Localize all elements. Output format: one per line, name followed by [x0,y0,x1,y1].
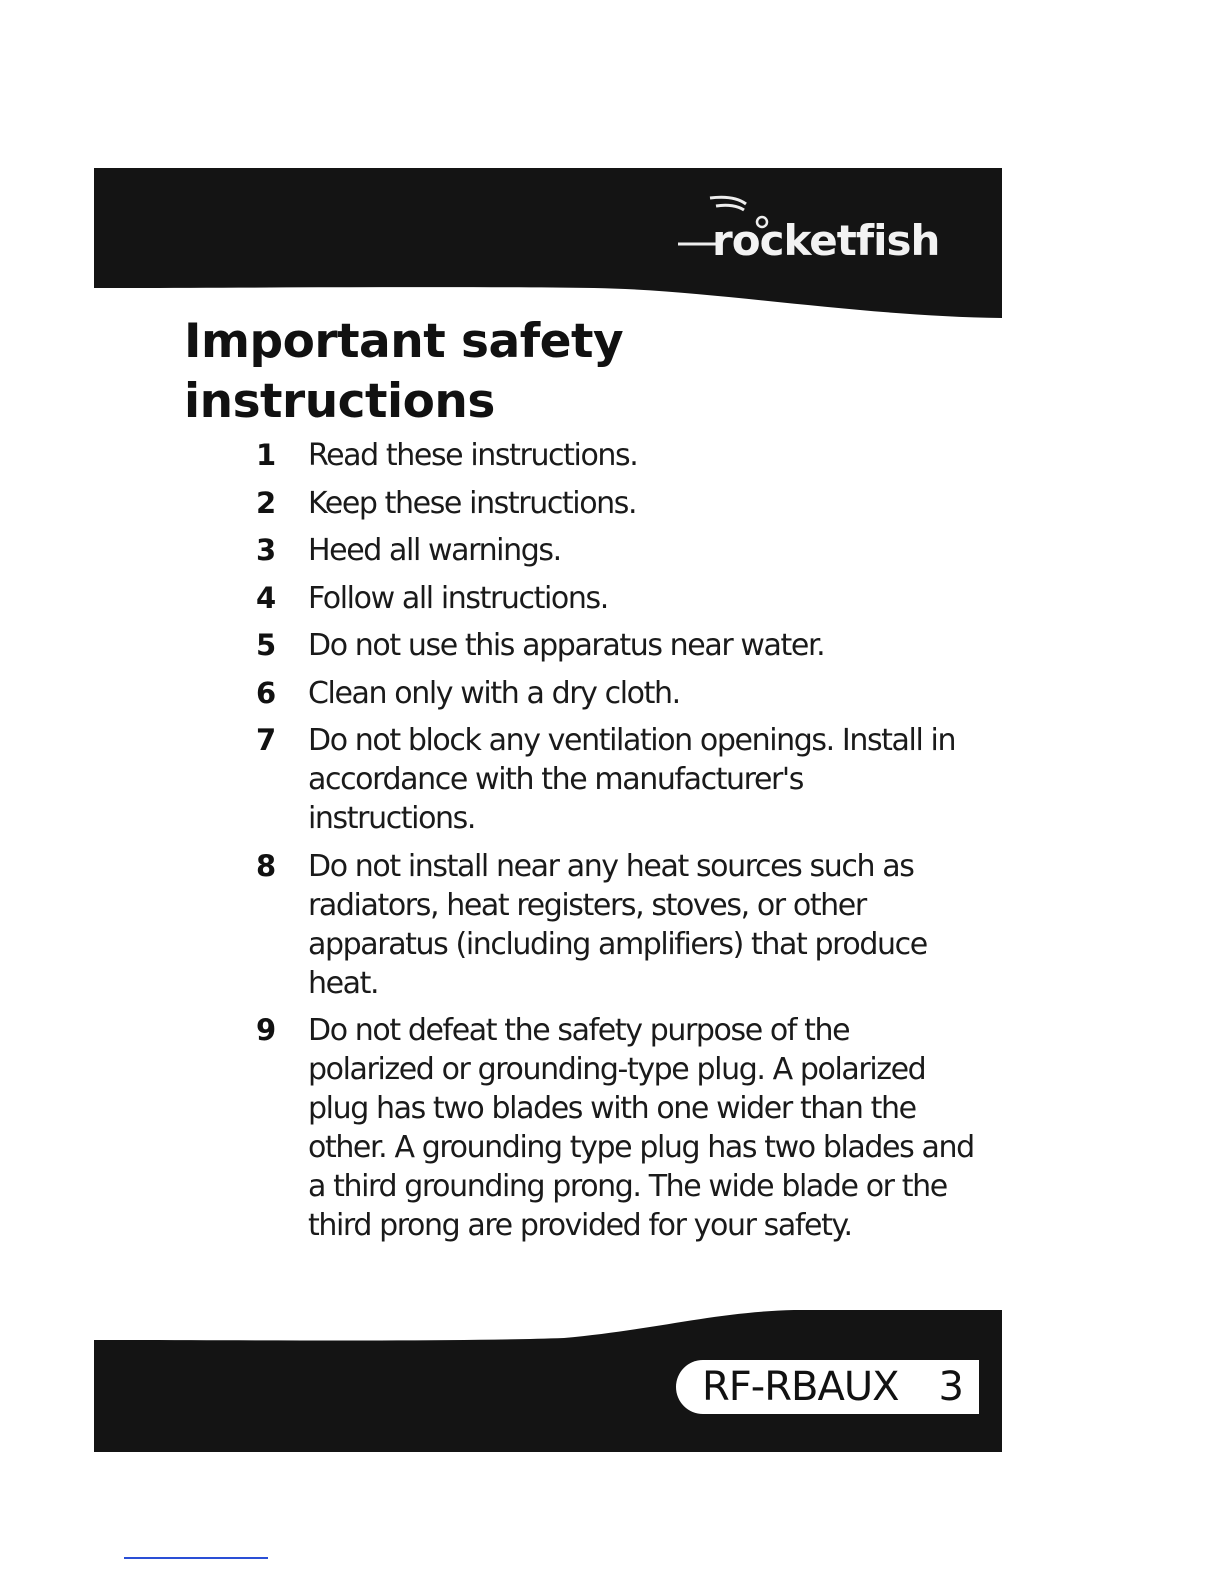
list-item [256,626,976,665]
list-item [256,531,976,570]
brand-wordmark: rocketfish [712,216,940,265]
item-number: 4 [256,580,277,615]
list-item [256,579,976,618]
item-text: Keep these instructions. [308,485,637,521]
item-text: Do not defeat the safety purpose of the polarized or grounding-type plug. A polarized plug has two blades with one wider than the other. A grounding type plug has two blades and a third grounding prong. The wide blade or the third prong are provided for your safety. [308,1013,974,1243]
list-item [256,674,976,713]
item-text: Do not use this apparatus near water. [308,628,825,663]
model-number: RF-RBAUX [702,1364,899,1410]
item-text: Clean only with a dry cloth. [308,675,680,711]
item-number: 9 [256,1013,277,1047]
page-number: 3 [938,1364,963,1410]
list-item [256,436,976,475]
item-number: 7 [256,723,277,757]
item-text: Follow all instructions. [308,580,608,616]
footer-label [676,1360,979,1414]
page-title: Important safety instructions [184,314,624,429]
list-item [256,721,976,838]
item-text: Do not install near any heat sources such as radiators, heat registers, stoves, or other apparatus (including amplifiers) that produce heat. [308,848,927,1001]
list-item [256,484,976,523]
item-number: 2 [256,485,277,520]
item-number: 6 [256,675,277,710]
item-number: 3 [256,533,277,567]
bottom-rule [124,1557,268,1559]
model-page-pill [676,1360,979,1414]
list-item [256,1011,976,1245]
item-text: Heed all warnings. [308,533,561,568]
item-text: Do not block any ventilation openings. Install in accordance with the manufacturer's instructions. [308,723,956,836]
instruction-list [256,436,976,1254]
item-text: Read these instructions. [308,438,638,473]
item-number: 1 [256,438,277,472]
rocketfish-logo [676,192,966,282]
item-number: 8 [256,848,277,883]
list-item [256,847,976,1003]
item-number: 5 [256,628,277,662]
